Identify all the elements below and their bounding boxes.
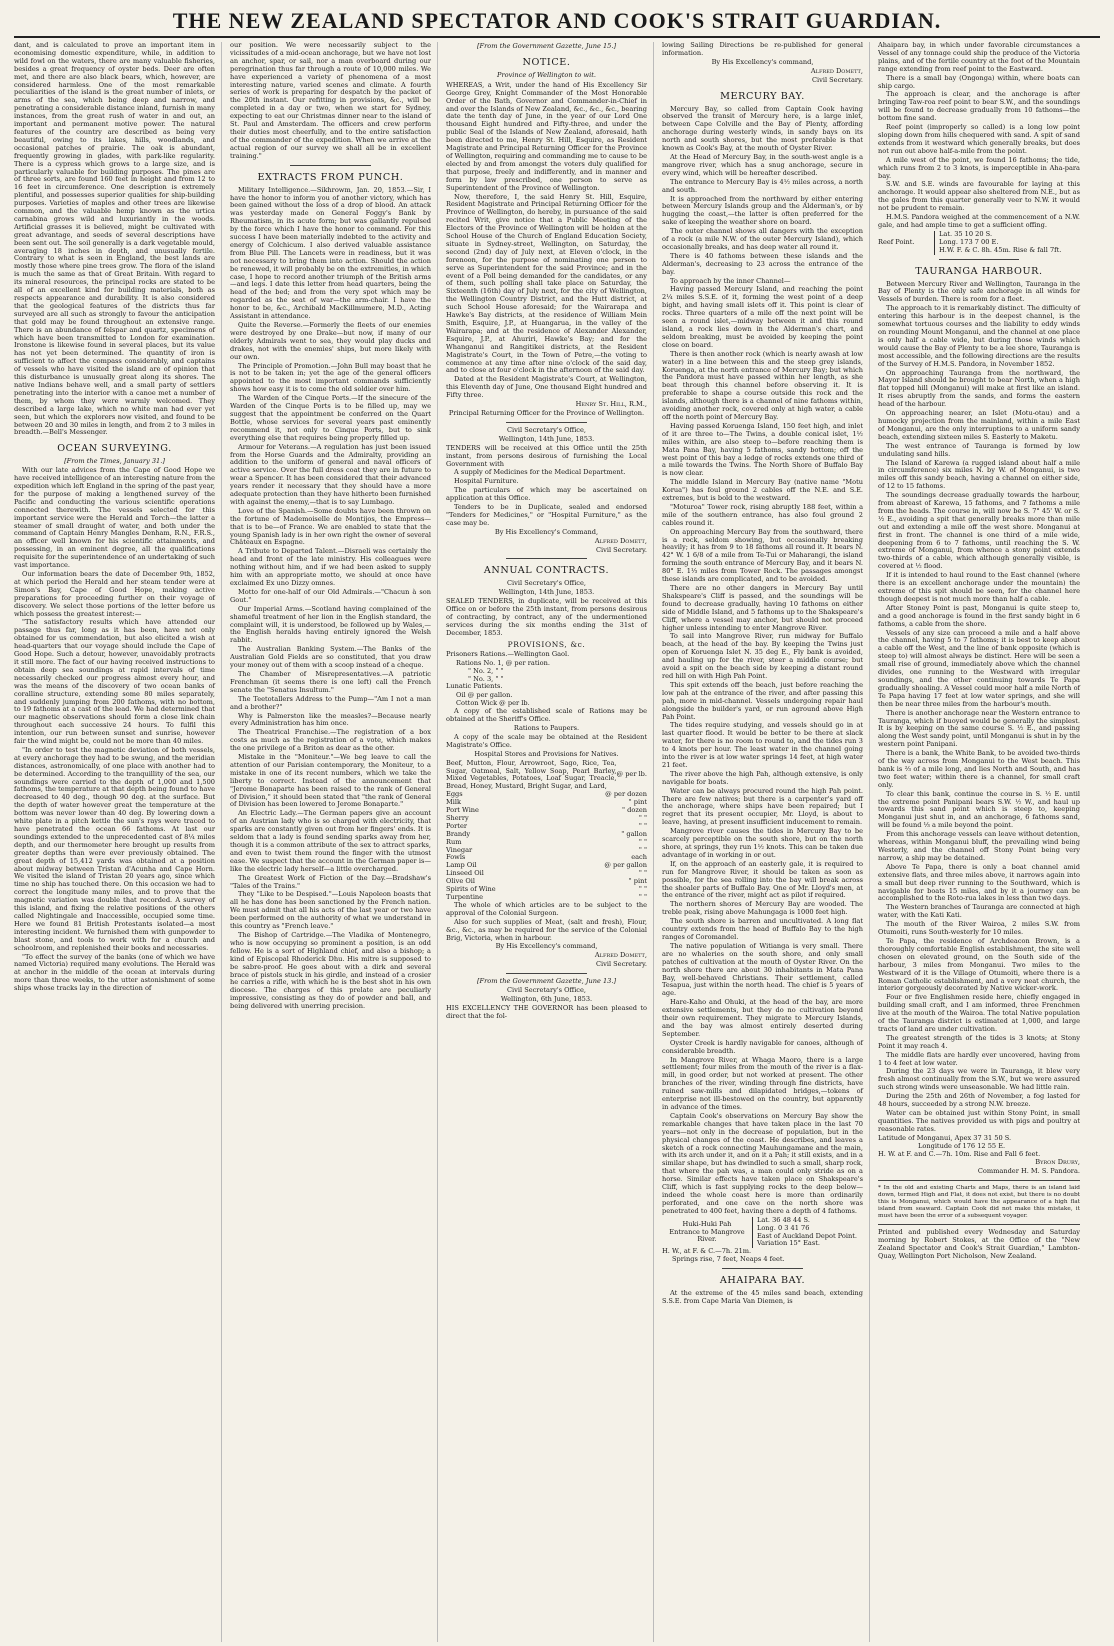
divider (878, 1224, 1080, 1225)
article-text: Lunatic Patients. (446, 682, 503, 691)
column-3 (446, 42, 654, 1642)
signature: Byron Drury, (1035, 1158, 1080, 1167)
column-2 (230, 42, 438, 1642)
article-text: Four or five Englishmen reside here, chiefly engaged in building small craft, and I am informed, three Frenchmen live at the mouth of the Wairoa. The total Native population of the Tauranga district is estimated at 1,000, and large tracts of land are under cultivation. (878, 993, 1080, 1033)
article-text: Hospital Furniture. (454, 477, 519, 486)
article-text: SEALED TENDERS, in duplicate, will be received at this Office on or before the 25th instant, from persons desirous of contracting, by contract, any of the undermentioned services during the six months ending the 31st of December, 1853. (446, 597, 647, 637)
article-text: The northern shores of Mercury Bay are wooded. The treble peak, rising above Mahungaga is 1000 feet high. (662, 900, 863, 917)
masthead: THE NEW ZEALAND SPECTATOR AND COOK'S STRAIT GUARDIAN. (14, 6, 1100, 38)
supply-line: Oil @ per gallon. (456, 691, 513, 700)
article-text: Armour for Veterans.—A regulation has just been issued from the Horse Guards and the Admiralty, providing an addition to the uniform of general and naval officers of active service. Over the full dress coat they are in future to wear a Spencer. It has been considered that their advanced years render it necessary that they should have a more adequate protection than they have hitherto been furnished with against the enemy,—that is to say Lumbago. (230, 442, 431, 506)
article-text: Having passed Mercury Island, and reaching the point 2¼ miles S.S.E. of it, forming the west point of a deep bight, and having small islets off it. This point is clear of rocks. Three quarters of a mile off the next point will be seen a round islet,—midway between it and this round island, a rock lies down in the Alderman's chart, and seldom breaking, must be avoided by keeping the point close on board. (662, 285, 863, 349)
footnote: * In the old and existing Charts and Maps, there is an island laid down, termed High and Flat, it does not exist, but there is no doubt this is Monganui, which would have the appearance of a high flat island from seaward. Captain Cook did not make this mistake, it must have been the error of a subsequent voyager. (878, 1185, 1080, 1220)
divider (506, 973, 586, 974)
article-text: Having passed Koruenga Island, 150 feet high, and inlet of it are three to—The Twins, a double conical islet, 1½ miles within, are also steep to—before reaching them is Mata Pana Bay, having 5 fathoms, sandy bottom; off the west point of this bay a ledge of rocks extends one third of a mile towards the Twins. The North Shore of Buffalo Bay is now clear. (662, 421, 863, 478)
article-text: Mangrove river causes the tides in Mercury Bay to be scarcely perceptible on the south shore, but on the north shore, at springs, they run 1½ knots. This can be taken due advantage of in working in or out. (662, 827, 863, 859)
table-cell: " pint (628, 798, 647, 807)
command-line: By His Excellency's Command, (494, 527, 599, 536)
items-table (446, 791, 647, 902)
article-text: There is then another rock (which is nearly awash at low water) in a line between this and the steep grey islands, Koruenga, at the north entrance of Mercury Bay; but which the Pandora must have passed within her length, as she beat through this channel before observing it. It is preferable to shape a course outside this rock and the islands, although there is a channel of nine fathoms within, avoiding another rock, covered only at high water, a cable off the north point of Mercury Bay. (662, 349, 863, 421)
article-text: Captain Cook's observations on Mercury Bay show the remarkable changes that have taken place in the last 70 years—not only in the decrease of population, but in the physical changes of the coast. He describes, and leaves a sketch of a rock connecting Mauhungamane and the main, with its arch under it, and on it a Pah; it still exists, and in a similar shape, but has dwindled to such a small, sharp rock, that where the pah was, a man could only stride as on a horse. Similar effects have taken place on Shakspeare's Cliff, which is fast supplying rocks to the deep below—indeed the whole coast here is more than ordinarily perforated, and one cave on the north shore was penetrated to 400 feet, having there a depth of 4 fathoms. (662, 1111, 863, 1215)
article-text: During the 25th and 26th of November, a fog lasted for 48 hours, succeeded by a strong N.W. breeze. (878, 1092, 1080, 1109)
column-4 (662, 42, 870, 1642)
table-row (446, 847, 647, 855)
article-text: In Mangrove River, at Whaga Maoro, there is a large settlement; four miles from the mouth of the river is a flax-mill, in good order, but not worked at present. The other branches of the river, winding through fine districts, have ruined saw-mills and dilapidated bridges,—tokens of enterprise not ill-bestowed on the country, but apparently in advance of the times. (662, 1055, 863, 1111)
tide-line: H. W. at F. and C.—7h. 10m. Rise and Fall 6 feet. (878, 1149, 1041, 1158)
table-cell: " " (638, 885, 647, 894)
office-line: Civil Secretary's Office, (507, 579, 586, 588)
tide-line: H. W., at F. & C.—7h. 21m. (662, 1247, 752, 1256)
divider (290, 165, 370, 166)
table-row (446, 815, 647, 823)
table-cell: " " (638, 893, 647, 901)
ration-line: Rations No. 1, @ per ration. (456, 658, 550, 667)
article-text: The soundings decrease gradually towards the harbour, from abreast of Karewa, 15 fathoms, and 7 fathoms a mile from the heads. The course in, will now be S. 7° 45' W. or S. ½ E., avoiding a spit that generally breaks more than mile out and extending a mile off the west shore. Monganui at first in front. The channel is one third of a mile wide, deepening from 6 to 7 fathoms, until reaching the S. W. extreme of Monganui, from whence a stony point extends two-thirds of a cable, which although generally visible, is covered at ½ flood. (878, 491, 1080, 571)
article-text: The middle flats are hardly ever uncovered, having from 1 to 4 feet at low water. (878, 1050, 1080, 1067)
article-text: Hare-Kaho and Ohuki, at the head of the bay, are more extensive settlements, but they do no cultivation beyond their own requirement. They migrate to Mercury Islands, and the bay was almost entirely deserted during September. (662, 998, 863, 1038)
article-text: The Greatest Work of Fiction of the Day.—Bradshaw's "Tales of the Trains." (230, 873, 431, 890)
article-text: H.M.S. Pandora weighed at the commencement of a N.W. gale, and had ample time to get a sufficient offing. (878, 213, 1080, 229)
article-text: Our Imperial Arms.—Scotland having complained of the shameful treatment of her lion in the English standard, the complaint will, it is understood, be followed up by Wales,—the English heralds having entirely ignored the Welsh rabbit. (230, 604, 431, 645)
signature: Alfred Domett, (810, 66, 863, 75)
column-1 (14, 42, 222, 1642)
article-text: The west entrance of Tauranga is formed by low undulating sand hills. (878, 441, 1080, 458)
position-table (662, 1217, 863, 1249)
signature-title: Civil Secretary. (595, 545, 647, 554)
article-text: lowing Sailing Directions be re-published for general information. (662, 42, 863, 57)
table-cell: " dozen (622, 806, 647, 815)
article-text: The particulars of which may be ascertained on application at this Office. (446, 486, 647, 503)
article-text: "Moturoa" Tower rock, rising abruptly 188 feet, within a mile of the southern entrance, has also foul ground 2 cables round it. (662, 502, 863, 527)
article-text: The Teetotallers Address to the Pump—"Am I not a man and a brother?" (230, 694, 431, 711)
article-text: The river above the high Pah, although extensive, is only navigable for boats. (662, 769, 863, 786)
table-cell: Sherry (446, 813, 469, 822)
table-row (446, 791, 647, 799)
table-row (446, 870, 647, 878)
article-text: If it is intended to haul round to the East channel (where there is an excellent anchorage under the mountain) the extreme of this spit should be seen, for the channel here though deepest is not much more than half a cable. (878, 571, 1080, 603)
article-text: Tenders to be in Duplicate, sealed and endorsed "Tenders for Medicines," or "Hospital Furniture," as the case may be. (446, 503, 647, 527)
command-line: By His Excellency's command, (495, 942, 598, 951)
article-text: A mile west of the point, we found 16 fathoms; the tide, which runs from 2 to 3 knots, is imperceptible in Aha-para bay. (878, 155, 1080, 180)
article-text: Why is Palmerston like the measles?—Because nearly every Administration has him once. (230, 711, 431, 728)
signature-title: Civil Secretary. (811, 75, 863, 84)
article-text: At the extreme of the 45 miles sand beach, extending S.S.E. from Cape Maria Van Diemen, is (662, 1289, 863, 1306)
article-text: If, on the approach of an easterly gale, it is required to run for Mangrove River, it should be taken as soon as possible, for the sea rolling into the bay will break across the shoaler parts of Buffalo Bay. One of Mr. Lloyd's men, at the entrance of the river, might act as pilot if required. (662, 859, 863, 900)
article-text: "To effect the survey of the banks (one of which we have named Victoria) required many evolutions. The Herald was at anchor in the middle of the ocean at intervals during more than three weeks, to the utter astonishment of some ships whose tracks lay in the direction of (14, 952, 215, 993)
table-cell: Vinegar (446, 845, 473, 854)
table-cell: Linseed Oil (446, 869, 484, 878)
heading-tauranga-harbour: TAURANGA HARBOUR. (915, 265, 1043, 277)
article-text: TENDERS will be received at this Office until the 25th instant, from persons desirous of furnishing the Local Government with (446, 443, 647, 468)
table-row (662, 1217, 863, 1249)
place-name: Huki-Huki Pah (682, 1219, 732, 1228)
table-cell (935, 231, 1080, 255)
table-cell: @ per gallon (604, 861, 647, 870)
article-text: There is another anchorage near the Western entrance to Tauranga, which if buoyed would be generally the simplest. It is by keeping on the same course S. ½ E., and passing along the West sandy point, until Monganui is shut in by the western point Panipani. (878, 708, 1080, 749)
divider (506, 558, 586, 559)
place-name: Entrance to Mangrove (669, 1227, 745, 1236)
source-line: [From the Government Gazette, June 13.] (476, 977, 617, 986)
command-line: By His Excellency's command, (711, 57, 814, 66)
table-cell: " " (638, 813, 647, 822)
office-line: Civil Secretary's Office, (507, 425, 586, 434)
article-text: The approach to it is remarkably distinct. The difficulty of entering this harbour is in the deepest channel, is the somewhat tortuous courses and the liability to eddy winds on rounding Mount Monganui, and the channel at one place is only half a cable wide, but during those winds which would cause the Bay of Plenty to be a lee shore, Tauranga is most accessible, and the following directions are the results of the Survey of H.M.S. Pandora, in November 1852. (878, 304, 1080, 368)
variation: Variation 15° East. (756, 1239, 820, 1248)
table-cell: Eggs (446, 790, 463, 799)
article-text: Between Mercury River and Wellington, Tauranga in the Bay of Plenty is the only safe anchorage in all winds for Vessels of burden. There is room for a fleet. (878, 279, 1080, 304)
article-text: From this anchorage vessels can leave without detention, whereas, within Monganui bluff, the prevailing wind being Westerly, and the channel off Stony Point being very narrow, a ship may be detained. (878, 830, 1080, 862)
tide-line: Springs rise, 7 feet, Neaps 4 feet. (672, 1255, 785, 1264)
tide-line: H.W. F. & C. 8h. 45m. Rise & fall 7ft. (939, 245, 1062, 254)
signature-title: Principal Returning Officer for the Province of Wellington. (448, 408, 645, 417)
subheading: Hospital Stores and Provisions for Natives. (474, 749, 619, 758)
heading-notice: NOTICE. (522, 56, 571, 68)
article-text: Mercury Bay, so called from Captain Cook having observed the transit of Mercury here, is a large inlet, between Cape Colville and the Bay of Plenty, affording anchorage during westerly winds, in sandy bays on its north and south shores, but the most preferable is that known as Cook's Bay, at the mouth of Oyster River. (662, 104, 863, 153)
subheading: Rations to Paupers. (513, 723, 580, 732)
table-cell: Milk (446, 798, 461, 807)
article-text: A copy of the established scale of Rations may be obtained at the Sheriff's Office. (446, 707, 647, 724)
article-text: Prisoners Rations.—Wellington Gaol. (446, 649, 570, 658)
table-cell: Turpentine (446, 893, 484, 901)
article-text: After Stoney Point is past, Monganui is quite steep to, and a good anchorage is found in the first sandy bight in 6 fathoms, a cable from the shore. (878, 603, 1080, 628)
article-text: A supply of Medicines for the Medical Department. (454, 468, 626, 477)
table-cell: Rum (446, 837, 462, 846)
table-cell: Port Wine (446, 806, 479, 815)
article-text: An Electric Lady.—The German papers give an account of an Austrian lady who is so charged with electricity, that sparks are constantly given out from her fingers' ends. It is seldom that a lady is found sending sparks away from her, though it is a common attribute of the sex to attract sparks, and even to twist them round the finger with the utmost ease. We suspect that the account in the German paper is—like the electric lady herself—a little overcharged. (230, 809, 431, 873)
signature: Alfred Domett, (594, 536, 647, 545)
table-cell: Beef, Mutton, Flour, Arrowroot, Sago, Rice, Tea, Sugar, Oatmeal, Salt, Yellow Soap, Pearl Barley, Mixed Vegetables, Potatoes, Loaf Sugar, Treacle, Bread, Honey, Mustard, Bright Sugar, and Lard, (446, 758, 617, 791)
article-text: "The satisfactory results which have attended our passage thus far, long as it has been, have not only obtained for us commendation, but also elicited a wish at head-quarters that our voyage should include the Cape of Good Hope. Such a detour, however, unavoidably protracts it still more. The fact of our having received instructions to obtain deep sea soundings at rapid intervals of time necessarily checked our progress almost every hour, and was the means of the discovery of two ocean banks of coralline structure, extending some 80 miles separately, and suddenly jumping from 200 fathoms, with no bottom, to 19 fathoms at a cast of the lead. We had determined that our magnetic observations should form a close link chain throughout each successive 24 hours. To fulfil this intention, our run between sunset and sunrise, however fair the wind might be, could not be more than 40 miles. (14, 618, 215, 746)
article-text: The tides require studying, and vessels should go in at last quarter flood. It would be better to be there at slack water, for there is no room to round to, and the tides run 3 to 4 knots per hour. The least water in the channel going into the river is at low water springs 14 feet, at high water 21 feet. (662, 721, 863, 769)
longitude: Long. 0 3 41 76 (756, 1223, 810, 1232)
article-text: Now, therefore, I, the said Henry St. Hill, Esquire, Resident Magistrate and Principal Returning Officer for the Province of Wellington, do hereby, in pursuance of the said recited Writ, give notice that a Public Meeting of the Electors of the Province of Wellington will be holden at the School House of the Church of England Education Society, situate in Sydney-street, Wellington, on Saturday, the second (2nd) day of July next, at Eleven o'clock, in the forenoon, for the purpose of nominating one person to serve as Superintendent for the said Province; and in the event of a Poll being demanded for the candidates, or any of them, such polling shall take place on Saturday, the Sixteenth (16th) day of July next, for the city of Wellington, the Wellington Country District, and the Hutt district, at such School House aforesaid; for the Wairarapa and Hawke's Bay districts, at the residence of William Mein Smith, Esquire, J.P., at Huangarua, in the valley of the Wairarapa; and at the residence of Alexander Alexander, Esquire, J.P., at Ahuriri, Hawke's Bay; and for the Whanganui and Rangitikei districts, at the Resident Magistrate's Court, in the Town of Petre,—the voting to commence at any time after nine o'clock of the said day, and to close at four o'clock in the afternoon of the said day. (446, 192, 647, 375)
article-text: our position. We were necessarily subject to the vicissitudes of a mid-ocean anchorage, but we have not lost an anchor, spar, or sail, nor a man overboard during our peregrination thus far through a route of 10,000 miles. We have experienced a variety of phenomena of a most interesting nature, varied scenes and climate. A fourth series of work is preparing for despatch by the packet of the 20th instant. Our refitting in provisions, &c., will be completed in a day or two, when we start for Sydney, expecting to eat our Christmas dinner near to the island of St. Paul and Amsterdam. The officers and crew perform their duties most cheerfully, and to the entire satisfaction of the commander of the expedition. When we arrive at the actual region of our survey we shall all be in excellent training." (230, 42, 431, 160)
table-cell: " " (638, 869, 647, 878)
office-date: Wellington, 14th June, 1853. (498, 588, 595, 597)
article-text: There are no other dangers in Mercury Bay until Shakspeare's Cliff is passed, and the soundings will be found to decrease gradually, having 10 fathoms on either side of Middle Island, and 5 fathoms up to the Shakspeare's Cliff, where a vessel may anchor, but should not proceed higher unless intending to enter Mangrove River. (662, 584, 863, 632)
table-cell: Brandy (446, 829, 471, 838)
article-text: Ahaipara bay, in which under favorable circumstances a Vessel of any tonnage could ship the produce of the Victoria plains, and of the fertile country at the foot of the Mountain range extending from reef point to the Eastward. (878, 42, 1080, 73)
article-text: The native population of Witianga is very small. There are no whaleries on the south shore, and only small patches of cultivation at the mouth of Oyster River. On the north shore there are about 30 inhabitants in Mata Pana Bay, well-behaved Christians. Their settlement, called Tesapua, just within the north head. The chief is 5 years of age. (662, 941, 863, 998)
divider (506, 422, 586, 423)
article-text: "In order to test the magnetic deviation of both vessels, at every anchorage they had to be swung, and the meridian distances, astronomically, of one place with another had to be determined. According to the tranquillity of the sea, our soundings were carried to the depth of 1,000 and 1,500 fathoms, the temperature at that depth being found to have decreased to 40 deg., though 90 deg. at the surface. But the depth of water however great the temperature at the bottom was never lower than 40 deg. By lowering down a white plate in a pitch kettle the sun's rays were traced to have penetrated the ocean 66 fathoms. At last our soundings extended to the unprecedented cast of 8¼ miles depth, and our thermometer here brought up results from greater depths than were ever previously obtained. The great depth of 15,412 yards was obtained at a position about midway between Tristan d'Acunha and Cape Horn. We visited the island of Tristan 20 years ago, since which time no ship has touched there. On this occasion we had to correct the longitude many miles, and to prove that the magnetic variation was double that recorded. A survey of this island, and fixing the relative positions of the others called Nightingale and Inaccessible, occupied some time. Here we found 81 British Protestants isolated—a most interesting incident. We furnished them with gunpowder to blast stone, and tools to work with for a church and schoolroom, and replenished their books and necessaries. (14, 745, 215, 952)
article-text: dant, and is calculated to prove an important item in economising domestic expenditure, while, in addition to wild fowl on the waters, there are many valuable fisheries, besides a great frequency of oyster beds. Deer are often met, and there are also black bears, which, however, are considered harmless. One of the most remarkable peculiarities of the island is the great number of inlets, or arms of the sea, which being deep and narrow, and penetrating a considerable distance inland, furnish in many instances, from the great rush of water in and out, an important and permanent motive power. The natural features of the country are described as being very beautiful, owing to its lakes, hills, woodlands, and occasional patches of prairie. The oak is abundant, frequently growing in glades, with park-like regularity. There is a cypress which grows to a large size, and is particularly valuable for building purposes. The pines are of three sorts, are found 160 feet in height and from 12 to 16 feet in circumference. One description is extremely plentiful, and possesses superior qualities for ship-building purposes. Varieties of maples and other trees are likewise common, and the valuable hemp known as the urtica carnabina grows wild and luxuriantly in the woods. Artificial grasses it is believed, might be cultivated with great advantage, and seeds of several descriptions have been sent out. The soil generally is a dark vegetable mould, averaging 18 inches in depth, and unusually fertile. Contrary to what is seen in England, the best lands are mostly those where pine trees grow. The flora of the island is much the same as that of Great Britain. With regard to its mineral resources, the principal rocks are stated to be all of an excellent kind for building materials, both as respects appearance and durability. It is also considered that the geological features of the districts thus far surveyed are all such as strongly to favour the anticipation that gold may be found throughout an extensive range. There is an abundance of felspar and quartz, specimens of which have been transmitted to London for examination. Ironstone is likewise found in several places, but its value has not yet been determined. The quantity of iron is sufficient to affect the compass considerably, and captains of vessels who have visited the island are of opinion that this disturbance is unusually great along its shores. The native Indians behave well, and a small party of settlers penetrating into the interior with a canoe met a number of them, by whom they were warmly welcomed. They described a large lake, which no white man had ever yet seen, but which the explorers now visited, and found to be between 20 and 30 miles in length, and from 2 to 3 miles in breadth.—Bell's Messenger. (14, 42, 215, 437)
article-text: The Australian Banking System.—The Banks of the Australian Gold Fields are so constituted, that you draw your money out of them with a scoop instead of a cheque. (230, 645, 431, 670)
article-text: Dated at the Resident Magistrate's Court, at Wellington, this Eleventh day of June, One thousand Eight hundred and Fifty three. (446, 375, 647, 400)
column-5 (878, 42, 1086, 1642)
table-cell (752, 1217, 863, 1249)
table-cell: Fowls (446, 853, 466, 862)
heading-annual-contracts: ANNUAL CONTRACTS. (483, 565, 610, 577)
article-text: There is a bank, the White Bank, to be avoided two-thirds of the way across from Monganui to the West beach. This bank is ⅔ of a mile long, and lies North and South, and has two feet water; within there is a channel, for small craft only. (878, 749, 1080, 789)
article-text: The Principle of Promotion.—John Bull may boast that he is not to be taken in; yet the age of the general officers appointed to the most important commands sufficiently shows how easy it is to come the old soldier over him. (230, 361, 431, 394)
heading-mercury-bay: MERCURY BAY. (720, 90, 805, 102)
table-cell: " " (638, 845, 647, 854)
article-text: On approaching Tauranga from the northward, the Mayor Island should be brought to bear North, when a high flat topped hill (Monganui) will make at first like an island. It rises abruptly from the sands, and forms the eastern head of the harbour. (878, 368, 1080, 409)
source-line: [From the Times, January 31.] (64, 457, 165, 466)
table-row (446, 831, 647, 839)
table-cell: Olive Oil (446, 877, 475, 886)
article-text: Our information bears the date of December 9th, 1852, at which period the Herald and her steam tender were at Simon's Bay, Cape of Good Hope, making active preparations for proceeding further on their voyage of discovery. We select those portions of the letter before us which possess the greatest interest:— (14, 570, 215, 618)
imprint: Printed and published every Wednesday and Saturday morning by Robert Stokes, at the Office of the "New Zealand Spectator and Cook's Strait Guardian," Lambton-Quay, Wellington Port Nicholson, New Zealand. (878, 1228, 1080, 1260)
article-text: Military Intelligence.—Sikhrowm, Jan. 20, 1853.—Sir, I have the honor to inform you of another victory, which has been gained without the loss of a drop of blood. An attack was yesterday made on General Foggy's Bank by Rheumatism, in its acute form; but was gallantly repulsed by the force which I have the honor to command. For this success I have been materially indebted to the activity and energy of Colchicum. I also derived valuable assistance from Blue Pill. The Lancets were in readiness, but it was not necessary to bring them into action. Should the action be renewed, it will probably be on the extremities, in which case, I hope to record another triumph of the British arms—and legs. I date this letter from head quarters, being the head of the bed; and from the very spot which may be regarded as the seat of war—the arm-chair. I have the honor to be, &c., Archibald MacKillmumere, M.D., Acting Assistant in attendance. (230, 185, 431, 321)
article-text: At the Head of Mercury Bay, in the south-west angle is a mangrove river, which has a snug anchorage, secure in every wind, which will be hereafter described. (662, 152, 863, 177)
article-text: Te Papa, the residence of Archdeacon Brown, is a thoroughly comfortable English establishment, the site well chosen on elevated ground, on the South side of the harbour, 3 miles from Monganui. Two miles to the Westward of it is the Village of Otumoiti, where there is a Roman Catholic establishment, and a very neat church, the interior gorgeously decorated by Native wicker-work. (878, 936, 1080, 993)
table-row (446, 839, 647, 847)
article-text: The middle Island in Mercury Bay (native name "Motu Korua") has foul ground 2 cables off the N.E. and S.E. extremes, but is bold to the westward. (662, 478, 863, 503)
source-line: [From the Government Gazette, June 15.] (476, 42, 617, 50)
table-cell: Reef Point. (878, 231, 935, 255)
table-cell: " " (638, 821, 647, 830)
article-text: The Bishop of Cartridge.—The Vladika of Montenegro, who is now occupying so prominent a position, is an odd fellow. He is a sort of Highland chief, and also a bishop; a kind of Episcopal Rhoderick Dhu. His mitre is supposed to be sabre-proof. He goes about with a dirk and several brace of pistols stuck in his girdle, and instead of a crosier he carries a rifle, with which he is the best shot in his own diocese. The charges of this prelate are peculiarly impressive, consisting as they do of powder and ball, and being delivered with unerring precision. (230, 930, 431, 1011)
article-text: The greatest strength of the tides is 3 knots; at Stony Point it may reach 4. (878, 1033, 1080, 1050)
table-row (878, 231, 1080, 255)
office-date: Wellington, 6th June, 1853. (500, 994, 593, 1003)
office-line: Civil Secretary's Office, (507, 986, 586, 995)
table-cell (662, 1217, 752, 1249)
article-text: Water can be always procured round the high Pah point. There are few natives; but there is a carpenter's yard off the anchorage, where ships have been repaired; but I regret that its present occupier, Mr. Lloyd, is about to leave, having, at present insufficient inducement to remain. (662, 786, 863, 827)
reef-point-table (878, 231, 1080, 255)
article-text: WHEREAS, a Writ, under the hand of His Excellency Sir George Grey, Knight Commander of the Most Honorable Order of the Bath, Governor and Commander-in-Chief in and over the Islands of New Zealand, &c., &c., &c., bearing date the tenth day of June, in the year of our Lord One thousand Eight hundred and Fifty-three, and under the public Seal of the Islands of New Zealand, aforesaid, hath been directed to me, Henry St. Hill, Esquire, as Resident Magistrate and Principal Returning Officer for the Province of Wellington, requiring and commanding me to cause to be elected by and from amongst the voters duly qualified for that purpose, freely and indifferently, and in manner and form by law prescribed, one person to serve as Superintendent of the Province of Wellington. (446, 80, 647, 192)
ration-line: " No. 2, " " (468, 666, 504, 675)
latitude: Lat. 36 48 44 S. (756, 1215, 810, 1224)
article-text: HIS EXCELLENCY THE GOVERNOR has been pleased to direct that the fol- (446, 1003, 647, 1020)
article-text: During the 23 days we were in Tauranga, it blew very fresh almost continually from the S.W., but we were assured such strong winds were unseasonable. We had little rain. (878, 1067, 1080, 1092)
heading-provisions: PROVISIONS, &c. (507, 639, 586, 649)
article-text: Oyster Creek is hardly navigable for canoes, although of considerable breadth. (662, 1038, 863, 1055)
article-text: Mistake in the "Moniteur."—We beg leave to call the attention of our Parisian contemporary, the Moniteur, to a mistake in one of its recent numbers, which we take the liberty to correct. Instead of the announcement that "Jerome Bonaparte has been raised to the rank of General of Division," it should been stated that "the rank of General of Division has been lowered to Jerome Bonaparte." (230, 753, 431, 809)
article-text: It is approached from the northward by either entering between Mercury Islands group and the Alderman's, or by hugging the coast,—the latter is often preferred for the sake of keeping the weather shore on board. (662, 194, 863, 227)
article-text: There is 40 fathoms between these islands and the Alderman's, decreasing to 23 across the entrance of the bay. (662, 251, 863, 276)
signature-title: Civil Secretary. (595, 960, 647, 969)
article-text: With our late advices from the Cape of Good Hope we have received intelligence of an interesting nature from the expedition which left England in the spring of the past year, for the purpose of making a lengthened survey of the Pacific and conducting the various scientific operations connected therewith. The vessels selected for this important service were the Herald and Torch—the latter a steamer of small draught of water, and both under the command of Captain Henry Mangles Denham, R.N., F.R.S., an officer well known for his scientific attainments, and possessing, in an eminent degree, all the qualifications requisite for the superintendence of an undertaking of such vast importance. (14, 466, 215, 570)
office-date: Wellington, 14th June, 1853. (498, 434, 595, 443)
supply-line: Cotton Wick @ per lb. (456, 699, 530, 708)
heading-ocean-surveying: OCEAN SURVEYING. (57, 443, 172, 455)
article-text: S.W. and S.E. winds are favourable for laying at this anchorage. It would appear also sheltered from N.E., but as the gales from this quarter generally veer to N.W. it would not be prudent to remain. (878, 180, 1080, 213)
article-text: Love of the Spanish.—Some doubts have been thrown on the fortune of Mademoiselle de Montijos, the Empress—that is to be—of France. We are enabled to state that the young Spanish lady is in her own right the owner of several Châteaux en Espagne. (230, 506, 431, 547)
latitude: Lat. 35 10 20 S. (939, 229, 993, 238)
signature-title: Commander H. M. S. Pandora. (977, 1167, 1080, 1176)
article-text: A copy of the scale may be obtained at the Resident Magistrate's Office. (446, 732, 647, 749)
ration-line: " No. 3, " " (468, 674, 504, 683)
longitude: Long. 173 7 00 E. (939, 237, 999, 246)
heading-ahaipara-bay: AHAIPARA BAY. (719, 1275, 806, 1287)
stores-table (446, 760, 647, 792)
divider (722, 1268, 802, 1269)
article-text: The whole of which articles are to be subject to the approval of the Colonial Surgeon. (446, 900, 647, 917)
table-cell: Porter (446, 821, 467, 830)
table-cell: each (631, 853, 647, 862)
article-text: The mouth of the River Wairoa, 2 miles S.W. from Otumoiti, runs South-westerly for 10 miles. (878, 920, 1080, 937)
article-text: Vessels of any size can proceed a mile and a half above the channel, having 5 to 7 fathoms; it is best to keep about a cable off the West, and the line of bank opposite (which is steep to) will almost always be distinct. Here will be seen a small rise of ground, immediately above which the channel divides, one running to the Westward with irregular soundings, and the other continuing towards Te Papa gradually shoaling. A Vessel could moor half a mile North of Te Papa having 17 feet at low water springs, and she will then be near three miles from the harbour's mouth. (878, 628, 1080, 708)
article-text: Reef point (improperly so called) is a long low point sloping down from hills chequered with sand. A spit of sand extends from it westward which generally breaks, but does not run out above half-a-mile from the point. (878, 123, 1080, 155)
article-text: Water can be obtained just within Stony Point, in small quantities. The natives provided us with pigs and poultry at reasonable rates. (878, 1109, 1080, 1133)
article-text: Motto for one-half of our Old Admirals.—"Chacun à son Gout." (230, 587, 431, 604)
article-text: The approach is clear, and the anchorage is after bringing Taw-roa reef point to bear S.W., and the soundings will be found to decrease gradually from 10 fathoms—the bottom fine sand. (878, 90, 1080, 123)
table-row (446, 823, 647, 831)
article-text: To clear this bank, continue the course in S. ½ E. until the extreme point Panipani bears S.W. ½ W., and haul up towards this sand point which is steep to, keeping Monganui just shut in, and an anchorage, 6 fathoms sand, will be found ⅓ a mile beyond the point. (878, 789, 1080, 830)
heading-extracts-from-punch: EXTRACTS FROM PUNCH. (257, 171, 404, 183)
article-text: To approach by the inner Channel— (670, 276, 791, 285)
article-text: The Theatrical Franchise.—The registration of a box costs as much as the registration of a vote, which makes the one privilege of a Briton as dear as the other. (230, 728, 431, 753)
table-cell: " gallon (621, 829, 647, 838)
article-text: This spit extends off the beach, just before reaching the low pah at the entrance of the river, and after passing this pah, more in mid-channel. Vessels undergoing repair haul alongside the builder's yard, or run aground above High Pah Point. (662, 680, 863, 721)
article-text: To sail into Mangrove River, run midway for Buffalo beach, at the head of the bay. By keeping the Twins just open of Koruenga Islet N. 35 deg E., Fly bank is avoided, and hauling up for the river, steer a middle course; but avoid a spit on the beach side by keeping a distant round red hill on with High Pah Point. (662, 632, 863, 680)
table-cell: " pint (628, 877, 647, 886)
divider (939, 259, 1020, 260)
article-text: On approaching nearer, an Islet (Motu-otau) and a humocky projection from the mainland, within a mile East of Monganui, are the only interruptions to a uniform sandy beach, extending sixteen miles S. Easterly to Maketu. (878, 409, 1080, 441)
article-text: The south shore is barren and uncultivated. A long flat country extends from the head of Buffalo Bay to the high ranges of Coromandel. (662, 917, 863, 941)
article-text: The Chamber of Misrepresentatives.—A patriotic Frenchman (it seems there is one left) call the French senate the "Senatus Insultum." (230, 669, 431, 694)
table-cell: Lamp Oil (446, 861, 477, 870)
signature: Henry St. Hill, R.M., (575, 400, 647, 409)
article-text: Quite the Reverse.—Formerly the fleets of our enemies were destroyed by one Drake—but now, if many of our elderly Admirals went to sea, they would play ducks and drakes, not with the enemies' ships, but more likely with our own. (230, 321, 431, 361)
divider (878, 1180, 1080, 1181)
place-name: River. (697, 1235, 717, 1244)
longitude: Longitude of 176 12 55 E. (918, 1141, 1006, 1150)
article-text: A Tribute to Departed Talent.—Disraeli was certainly the head and front of the late ministry. His colleagues were nothing without him, and if we had been asked to supply him with an appropriate motto, we should at once have exclaimed Ex uno Dizzy omnes. (230, 547, 431, 587)
table-row (446, 760, 647, 792)
columns (14, 42, 1100, 1642)
table-row (446, 807, 647, 815)
subheading: Province of Wellington to wit. (497, 70, 596, 79)
article-text: The Warden of the Cinque Ports.—If the sinecure of the Warden of the Cinque Ports is to be filled up, may we suggest that the appointment be conferred on the Quart Bottle, whose services for several years past eminently recommend it, not only to Cinque Ports, but to sink everything else that requires being properly filled up. (230, 394, 431, 442)
table-cell: @ per dozen (605, 790, 647, 799)
table-cell: @ per lb. (616, 770, 647, 779)
article-text: The entrance to Mercury Bay is 4½ miles across, a north and south. (662, 177, 863, 194)
article-text: The Island of Karewa (a rugged island about half a mile in circumference) six miles N. by W. of Monganui, is two miles off this sandy beach, having a channel on either side, of 12 to 15 fathoms. (878, 458, 1080, 491)
latitude: Latitude of Monganui, Apex 37 31 50 S. (878, 1133, 1012, 1142)
signature: Alfred Domett, (594, 951, 647, 960)
article-text: Also for such supplies of Meat, (salt and fresh), Flour, &c., &c., as may be required for the service of the Colonial Brig, Victoria, when in harbour. (446, 917, 647, 942)
table-cell: Spirits of Wine (446, 885, 496, 894)
reference: East of Auckland Depot Point. (756, 1231, 857, 1240)
article-text: The outer channel shows all dangers with the exception of a rock (a mile N.W. of the outer Mercury Island), which occasionally breaks, and has deep water all round it. (662, 227, 863, 251)
article-text: The Western branches of Tauranga are connected at high water, with the Kati Kati. (878, 903, 1080, 920)
article-text: There is a small bay (Ongonga) within, where boats can ship cargo. (878, 73, 1080, 90)
table-cell: " " (638, 837, 647, 846)
article-text: Above Te Papa, there is only a boat channel amid extensive flats, and three miles above, it narrows again into a small but deep river running to the Southward, which is navigable for boats 15 miles, and by it a journey can be accomplished to the Roto-rua lakes in less than two days. (878, 862, 1080, 903)
article-text: They "Like to be Despised."—Louis Napoleon boasts that all he has done has been sanctioned by the French nation. We must admit that all his acts of the last year or two have been performed on the authority of what we understand in this country as "French leave." (230, 890, 431, 931)
article-text: On approaching Mercury Bay from the southward, there is a rock, seldom showing, but occasionally breaking heavily; it has from 9 to 18 fathoms all round it. It bears N. 42° W. 1 6/8 of a mile from Te-Tui or Maharangi, the island forming the south entrance of Mercury Bay, and it bears N. 80° E. 1⅓ miles from Tower Rock. The passages amongst these islands are complicated, and to be avoided. (662, 527, 863, 584)
